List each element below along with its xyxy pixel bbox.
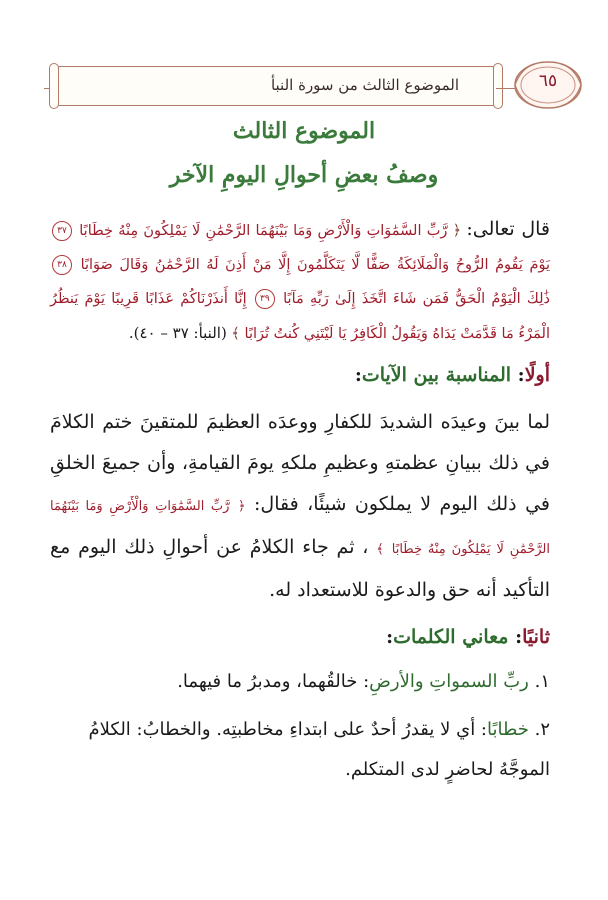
section-label: معاني الكلمات (393, 626, 509, 648)
header-scroll-frame (56, 66, 496, 106)
section-colon: : (511, 364, 525, 386)
section-colon: : (386, 626, 394, 648)
topic-subtitle: وصفُ بعضِ أحوالِ اليومِ الآخر (169, 162, 439, 188)
passage-intro: قال تعالى: (466, 218, 551, 240)
ayah-number-marker: ٣٧ (52, 221, 72, 241)
paragraph-text: ، ثم جاء الكلامُ عن أحوالِ ذلك اليوم مع التأكيد أنه حق والدعوة للاستعداد له. (50, 536, 550, 601)
inline-quran-quote: رَّبِّ السَّمَٰوَاتِ وَالْأَرْضِ وَمَا بَيْنَهُمَا الرَّحْمَٰنِ لَا يَمْلِكُونَ مِنْهُ خِطَابًا (50, 499, 550, 557)
paragraph-text: لما بينَ وعيدَه الشديدَ للكفارِ ووعدَه العظيمَ للمتقينَ ختم الكلامَ في ذلك ببيانِ عظمتهِ وعظيمِ ملكهِ يومَ القيامةِ، وأن جميعَ الخلقِ في ذلك اليوم لا يملكون شيئًا، فقال: (50, 411, 550, 515)
close-bracket: ﴾ (231, 326, 240, 342)
section-number: ثانيًا (522, 626, 550, 648)
section-colon: : (508, 626, 523, 648)
vocabulary-definition: : خالقُهما، ومدبرُ ما فيهما. (177, 671, 370, 692)
page-number: ٦٥ (538, 71, 558, 91)
ayah-text: ذَٰلِكَ الْيَوْمُ الْحَقُّ فَمَن شَاءَ اتَّخَذَ إِلَىٰ رَبِّهِ مَآبًا (283, 291, 550, 307)
section-colon: : (354, 364, 362, 386)
ayah-number-marker: ٣٨ (52, 255, 72, 275)
page-header (40, 58, 585, 118)
body-paragraph (50, 402, 550, 611)
ayah-text: رَّبِّ السَّمَٰوَاتِ وَالْأَرْضِ وَمَا بَيْنَهُمَا الرَّحْمَٰنِ لَا يَمْلِكُونَ مِنْهُ خِطَابًا (79, 223, 448, 239)
ayah-number-marker: ٣٩ (255, 289, 275, 309)
open-bracket: ﴿ (452, 223, 462, 239)
section-heading-relation (355, 364, 550, 386)
list-item (50, 710, 550, 790)
section-number: أولًا (524, 364, 550, 386)
ayah-text: إِنَّا أَنذَرْنَاكُمْ عَذَابًا قَرِيبًا يَوْمَ يَنظُرُ الْمَرْءُ مَا قَدَّمَتْ يَدَاهُ وَيَقُولُ الْكَافِرُ يَا لَيْتَنِي كُنتُ تُرَابًا (50, 291, 550, 342)
vocabulary-term: ربِّ السمواتِ والأرضِ (369, 671, 529, 692)
topic-title: الموضوع الثالث (232, 118, 376, 144)
list-item-number: ١. (534, 671, 550, 692)
inline-open-bracket: ﴿ (237, 499, 246, 514)
section-heading-vocabulary (386, 626, 550, 648)
vocabulary-term: خطابًا (486, 719, 529, 740)
section-label: المناسبة بين الآيات (361, 364, 512, 386)
list-item-number: ٢. (534, 719, 550, 740)
quran-passage (50, 212, 550, 351)
inline-close-bracket: ﴾ (376, 542, 384, 557)
surah-reference: (النبأ: ٣٧ – ٤٠). (128, 324, 227, 342)
running-title: الموضوع الثالث من سورة النبأ (270, 76, 459, 94)
list-item (50, 662, 550, 702)
ayah-text: يَوْمَ يَقُومُ الرُّوحُ وَالْمَلَائِكَةُ صَفًّا لَّا يَتَكَلَّمُونَ إِلَّا مَنْ أَذِنَ لَهُ الرَّحْمَٰنُ وَقَالَ صَوَابًا (80, 257, 550, 273)
vocabulary-definition: : أي لا يقدرُ أحدٌ على ابتداءِ مخاطبتِه. والخطابُ: الكلامُ الموجَّهُ لحاضرٍ لدى المتكلم. (88, 719, 550, 780)
page-number-badge (511, 58, 585, 112)
